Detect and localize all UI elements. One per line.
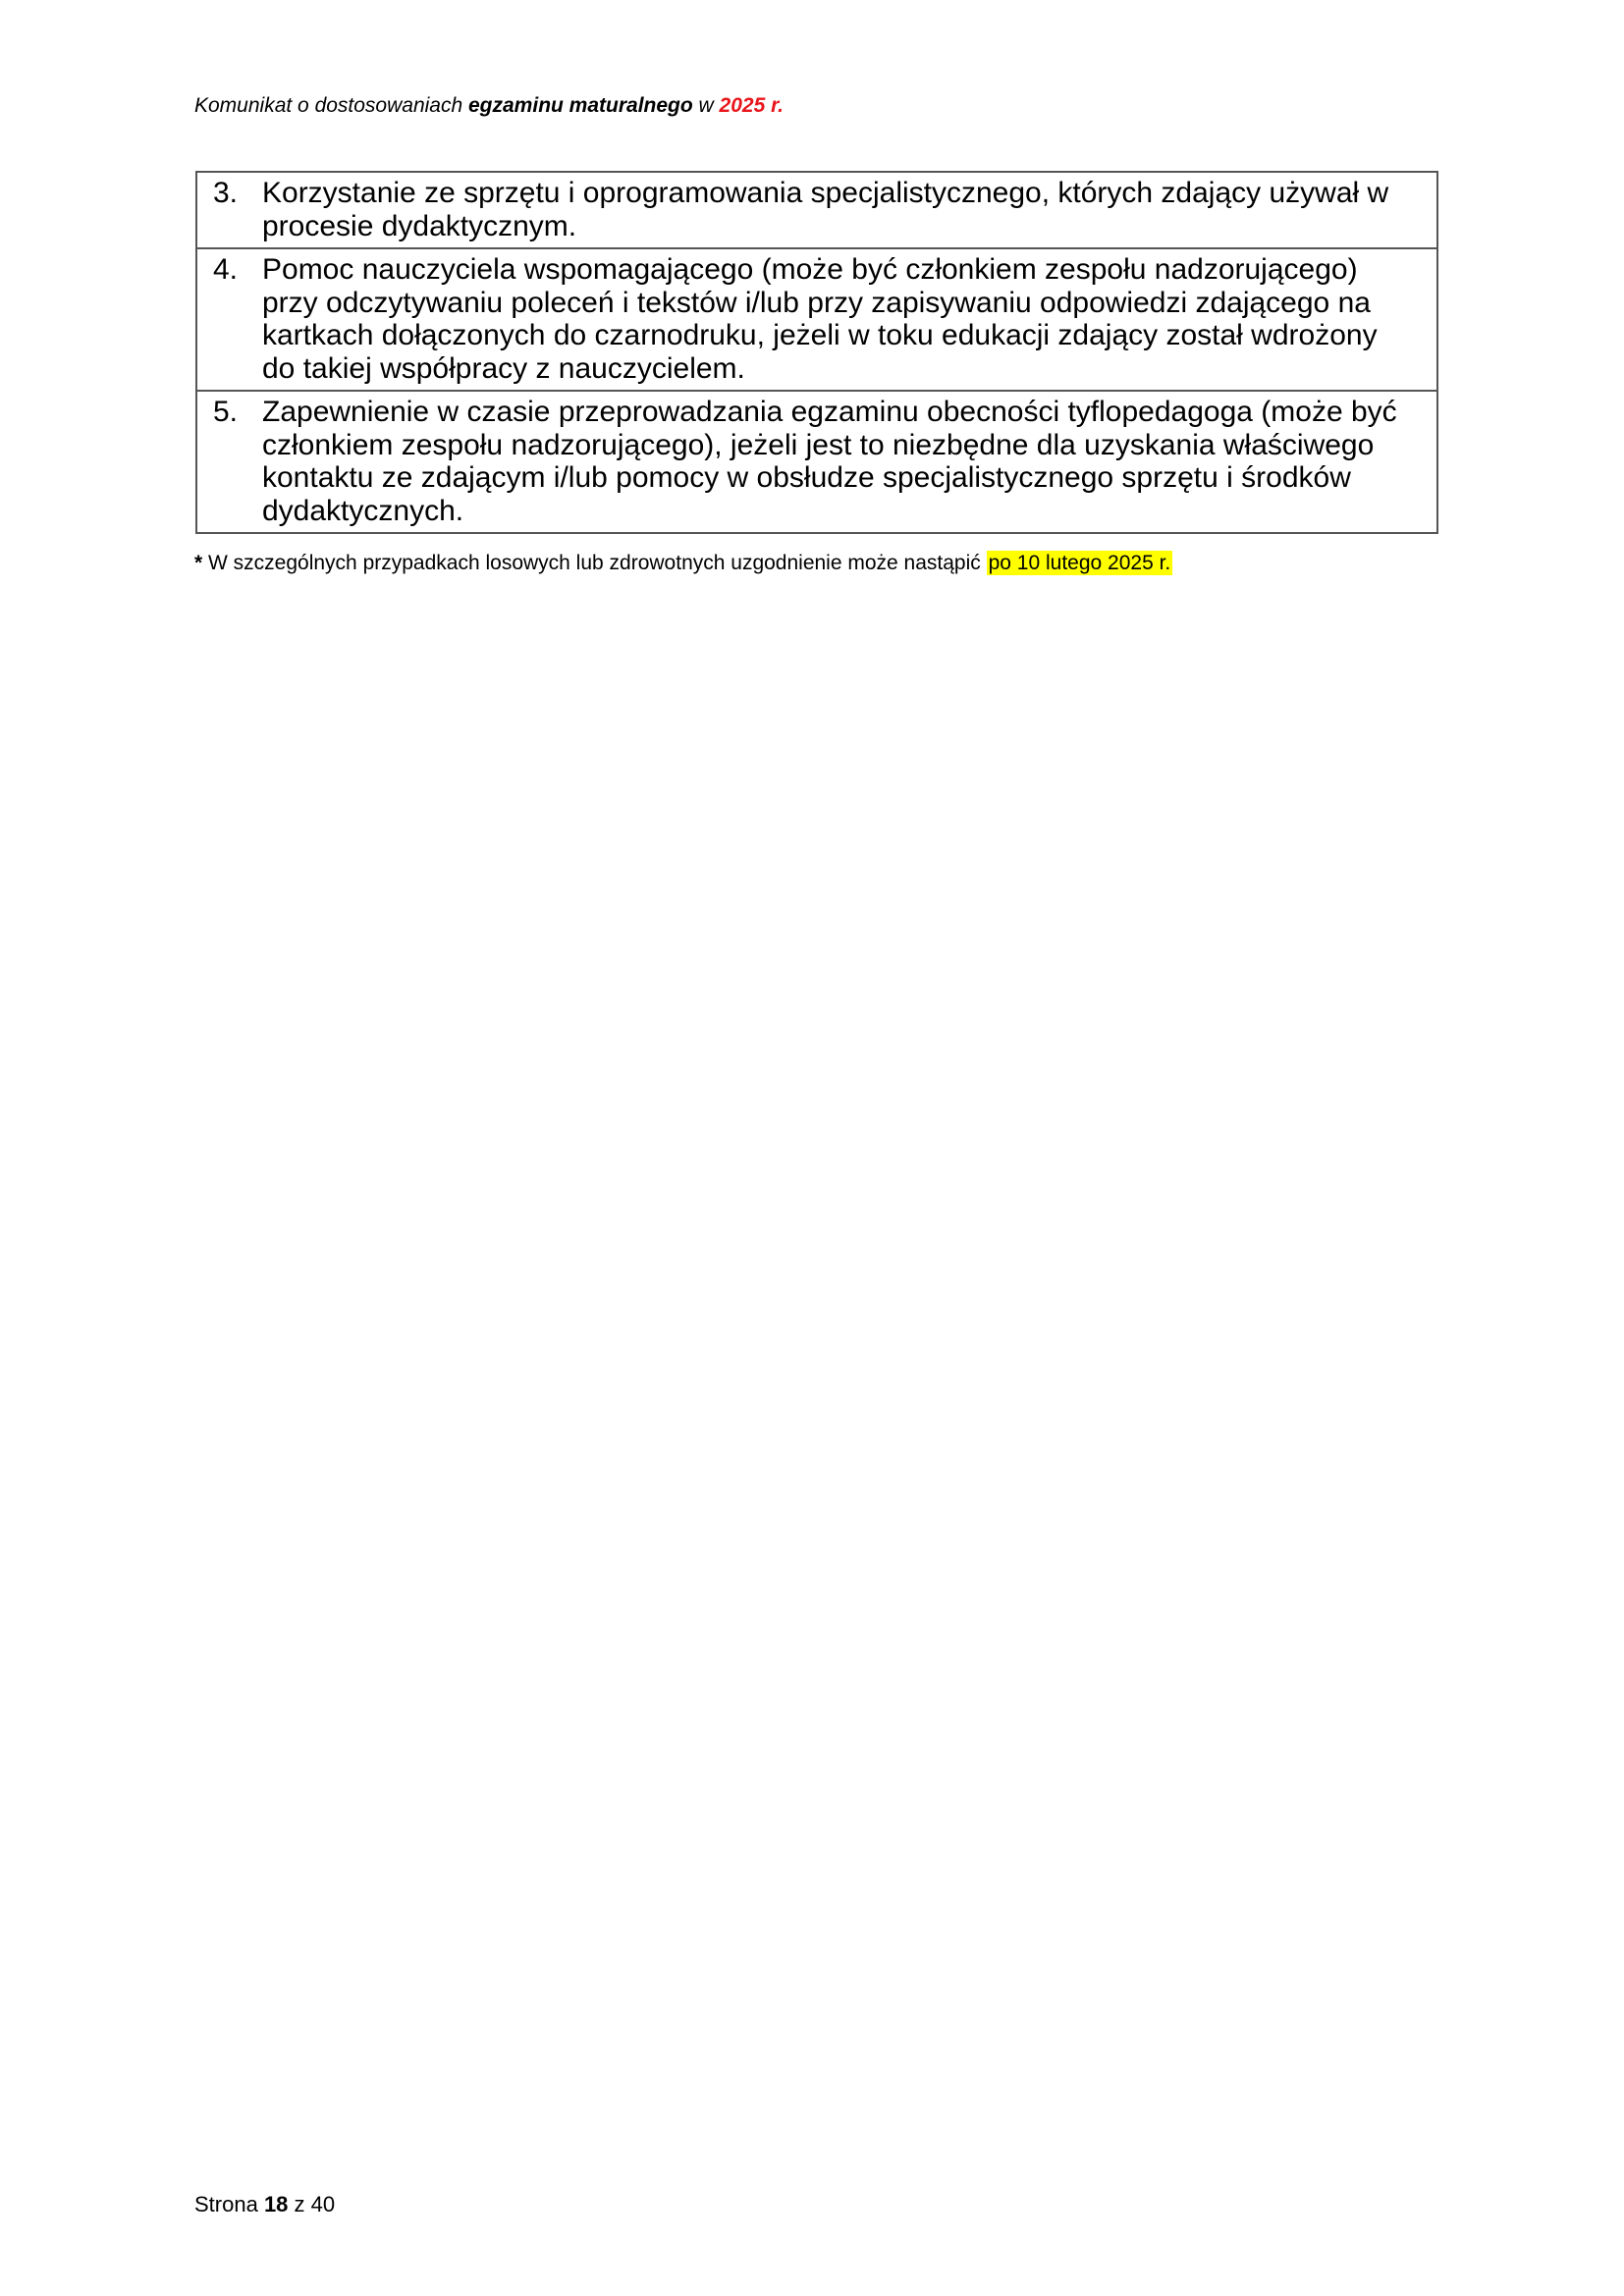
- table-row: [196, 172, 1437, 248]
- item-number: 4.: [213, 253, 239, 286]
- table-cell: [196, 248, 1437, 391]
- footnote-text: W szczególnych przypadkach losowych lub zdrowotnych uzgodnienie może nastąpić: [202, 552, 987, 574]
- accommodations-table: [195, 171, 1438, 534]
- list-item: [213, 396, 1413, 527]
- item-text: Pomoc nauczyciela wspomagającego (może być członkiem zespołu nadzorującego) przy odczytywaniu poleceń i tekstów i/lub przy zapisywaniu odpowiedzi zdającego na kartkach dołączonych do czarnodruku, jeżeli w toku edukacji zdający został wdrożony do takiej współpracy z nauczycielem.: [262, 253, 1378, 385]
- page-number: [194, 2192, 335, 2217]
- total-pages: 40: [310, 2192, 336, 2216]
- header-middle: w: [692, 94, 720, 117]
- table-row: [196, 248, 1437, 391]
- item-text: Zapewnienie w czasie przeprowadzania egzaminu obecności tyflopedagoga (może być członkiem zespołu nadzorującego), jeżeli jest to niezbędne dla uzyskania właściwego kontaktu ze zdającym i/lub pomocy w obsłudze specjalistycznego sprzętu i środków dydaktycznych.: [262, 396, 1397, 527]
- table-row: [196, 391, 1437, 533]
- footnote-marker: *: [194, 552, 203, 574]
- page-header: [194, 94, 784, 118]
- page-label: Strona: [194, 2192, 264, 2216]
- table-cell: [196, 172, 1437, 248]
- item-number: 3.: [213, 177, 239, 209]
- current-page: 18: [263, 2192, 289, 2216]
- page-separator: z: [288, 2192, 311, 2216]
- list-item: [213, 253, 1413, 385]
- table-cell: [196, 391, 1437, 533]
- footnote-highlighted-date: po 10 lutego 2025 r.: [988, 552, 1171, 574]
- header-exam-name: egzaminu maturalnego: [468, 94, 693, 117]
- item-number: 5.: [213, 396, 239, 428]
- header-year: 2025 r.: [719, 94, 784, 117]
- item-text: Korzystanie ze sprzętu i oprogramowania specjalistycznego, których zdający używał w procesie dydaktycznym.: [262, 177, 1389, 242]
- header-prefix: Komunikat o dostosowaniach: [194, 94, 468, 117]
- list-item: [213, 177, 1413, 242]
- footnote: [194, 552, 1172, 575]
